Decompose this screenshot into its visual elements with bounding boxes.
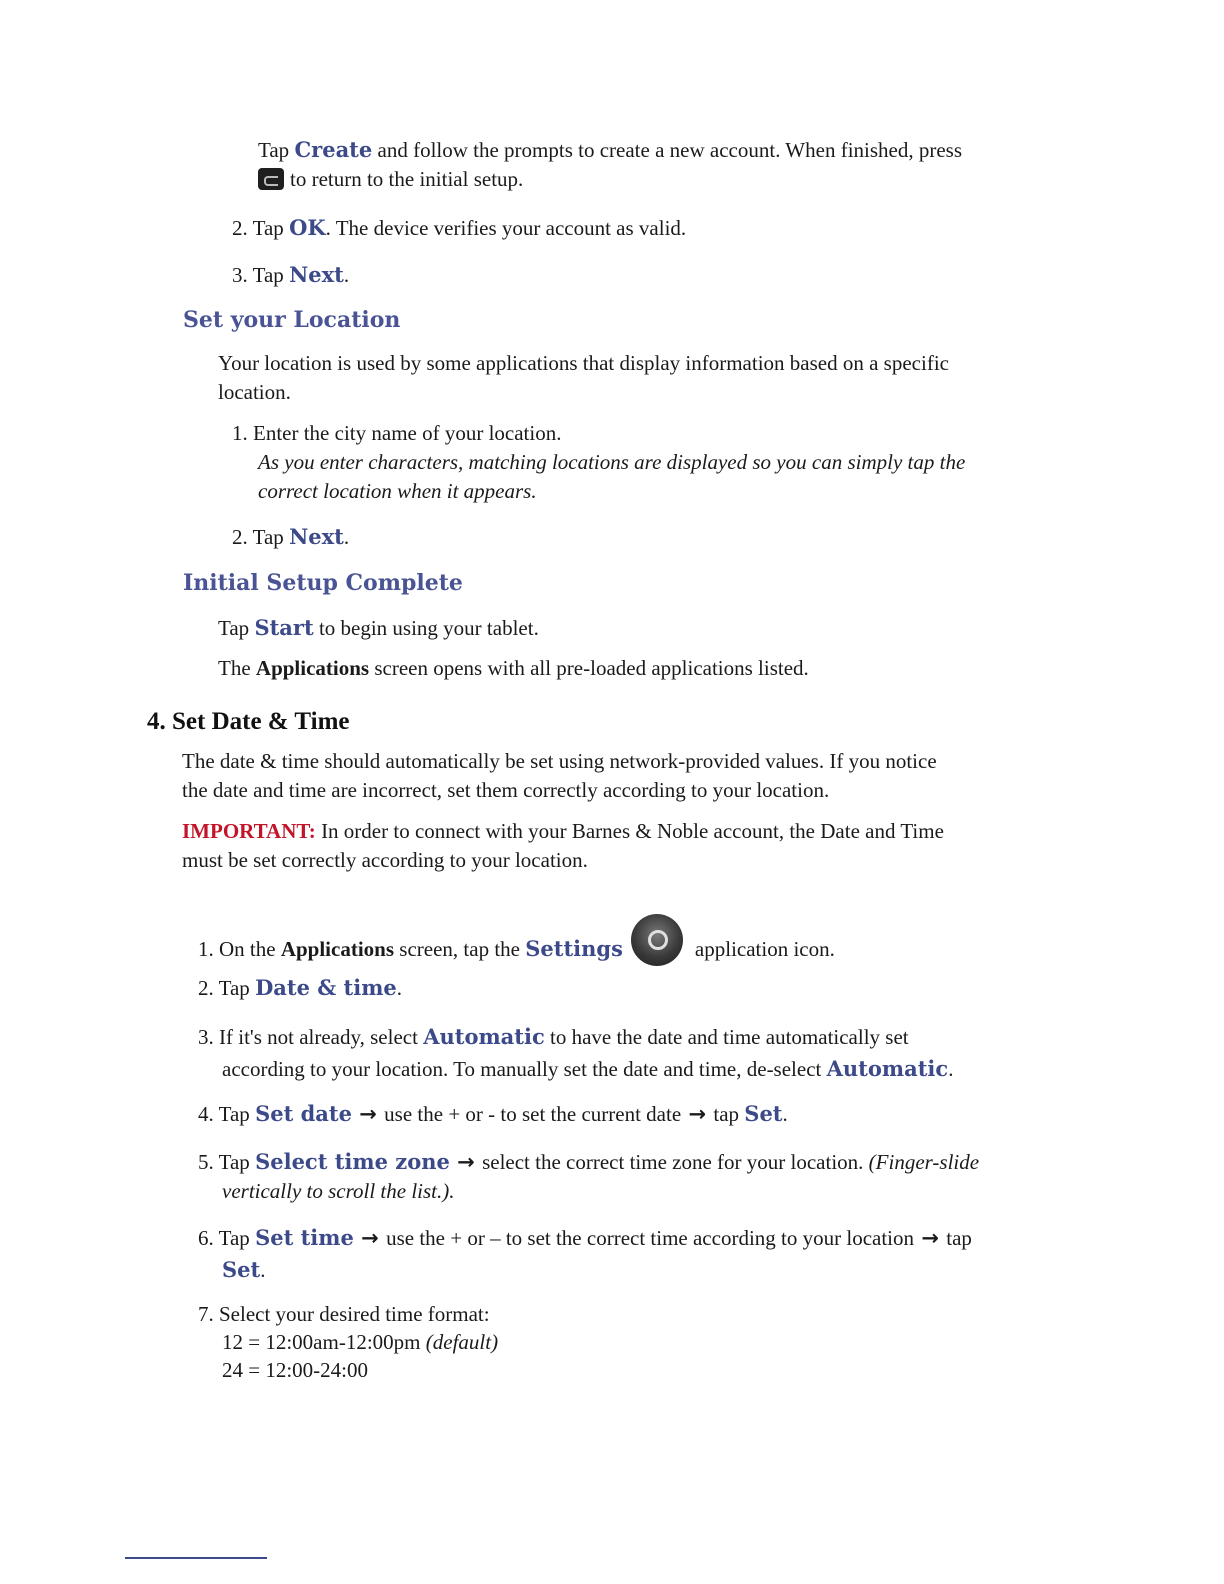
date-time-label: Date & time	[255, 975, 397, 1000]
next-label: Next	[289, 524, 344, 549]
ok-label: OK	[289, 215, 326, 240]
important-note: IMPORTANT: In order to connect with your Barnes & Noble account, the Date and Time must be set correctly according to your location.	[182, 819, 944, 872]
settings-label: Settings	[525, 936, 623, 961]
datetime-step-4: 4. Tap Set date → use the + or - to set the current date → tap Set.	[198, 1101, 788, 1126]
set-label: Set	[744, 1101, 783, 1126]
setup-complete-heading: Initial Setup Complete	[183, 570, 463, 596]
important-label: IMPORTANT:	[182, 819, 316, 843]
create-label: Create	[294, 137, 373, 162]
set-time-label: Set time	[255, 1225, 354, 1250]
back-icon	[258, 168, 284, 190]
ok-step: 2. Tap OK. The device verifies your account as valid.	[232, 215, 687, 240]
arrow-icon: →	[449, 1150, 483, 1174]
settings-icon	[631, 914, 683, 966]
datetime-step-5: 5. Tap Select time zone → select the correct time zone for your location. (Finger-slide vertically to scroll the list.).	[198, 1149, 980, 1203]
next-step: 3. Tap Next.	[232, 262, 350, 287]
automatic-label: Automatic	[826, 1056, 949, 1081]
datetime-step-7: 7. Select your desired time format: 12 = 12:00am-12:00pm (default) 24 = 12:00-24:00	[198, 1302, 499, 1382]
create-account-paragraph: Tap Create and follow the prompts to create a new account. When finished, press to return to the initial setup.	[258, 137, 963, 191]
datetime-step-1: 1. On the Applications screen, tap the Settings application icon.	[198, 914, 835, 975]
footnote-divider	[125, 1557, 267, 1559]
next-label: Next	[289, 262, 344, 287]
automatic-label: Automatic	[423, 1024, 545, 1049]
location-heading: Set your Location	[183, 307, 401, 333]
start-label: Start	[254, 615, 314, 640]
datetime-step-2: 2. Tap Date & time.	[198, 975, 403, 1000]
select-time-zone-label: Select time zone	[255, 1149, 450, 1174]
datetime-intro: The date & time should automatically be set using network-provided values. If you notice the date and time are incorrect, set them correctly according to your location.	[182, 749, 937, 802]
location-intro: Your location is used by some applications that display information based on a specific location.	[218, 351, 949, 404]
arrow-icon: →	[914, 1226, 947, 1250]
arrow-icon: →	[351, 1102, 385, 1126]
set-label: Set	[222, 1257, 261, 1282]
location-step-2: 2. Tap Next.	[232, 524, 350, 549]
start-line: Tap Start to begin using your tablet.	[218, 615, 539, 640]
location-step-1: 1. Enter the city name of your location. As you enter characters, matching locations are displayed so you can simply tap the correct location when it appears.	[232, 421, 966, 503]
set-date-label: Set date	[255, 1101, 352, 1126]
datetime-heading: 4. Set Date & Time	[147, 708, 350, 735]
arrow-icon: →	[681, 1102, 714, 1126]
datetime-step-3: 3. If it's not already, select Automatic to have the date and time automatically set according to your location. To manually set the date and time, de-select Automatic.	[198, 1024, 954, 1081]
arrow-icon: →	[353, 1226, 387, 1250]
datetime-step-6: 6. Tap Set time → use the + or – to set the correct time according to your location → tap Set.	[198, 1225, 972, 1282]
applications-line: The Applications screen opens with all pre-loaded applications listed.	[218, 656, 809, 680]
